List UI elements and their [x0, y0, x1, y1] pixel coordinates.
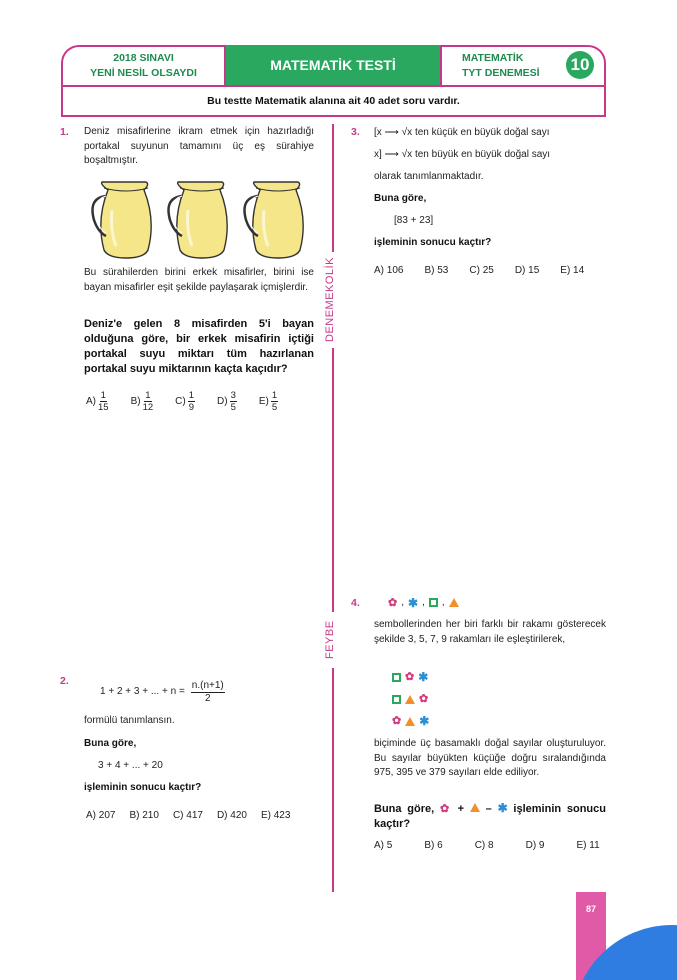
flower-icon: ✿ — [388, 596, 398, 609]
sqrt-symbol-1: √x — [401, 127, 413, 138]
q2-option-e[interactable]: E) 423 — [260, 810, 291, 821]
q1-intro: Deniz misafirlerine ikram etmek için hazırladığı portakal suyunun tamamını üç eş sürahiye boşaltmıştır. — [84, 126, 314, 166]
orange-juice-jugs — [86, 180, 316, 260]
q2-formula-fraction: $\frac{n.(n+1)}{2}$ — [191, 680, 224, 704]
q3-buna: Buna göre, — [374, 193, 427, 204]
q4-option-a[interactable]: A) 5 — [374, 840, 393, 851]
square-icon — [392, 695, 401, 704]
q1-option-e[interactable]: E) $\frac{1}{5}$ — [258, 390, 278, 413]
jug-3 — [245, 182, 304, 258]
column-divider — [332, 124, 334, 892]
q3-option-b[interactable]: B) 53 — [424, 265, 449, 276]
q4-option-e[interactable]: E) 11 — [576, 840, 600, 851]
q3-option-a[interactable]: A) 106 — [374, 265, 404, 276]
q4-body: sembollerinden her biri farklı bir rakamı gösterecek şekilde 3, 5, 7, 9 rakamları ile eşleştirilerek, — [374, 619, 606, 645]
q3-option-e[interactable]: E) 14 — [560, 265, 585, 276]
q2-formula-left: 1 + 2 + 3 + ... + n = — [100, 686, 185, 698]
q4-symbols: ✿ , ✱ , , — [388, 597, 459, 608]
flower-icon: ✿ — [405, 671, 415, 683]
header-left-line2: YENİ NESİL OLSAYDI — [90, 67, 197, 79]
q3-number: 3. — [351, 126, 360, 138]
triangle-icon — [405, 695, 415, 704]
q4-option-b[interactable]: B) 6 — [424, 840, 443, 851]
q3-expression: [83 + 23] — [394, 215, 434, 226]
q2-expression: 3 + 4 + ... + 20 — [98, 760, 163, 771]
square-icon — [392, 673, 401, 682]
snowflake-icon: ✱ — [408, 595, 419, 610]
q2-question: işleminin sonucu kaçtır? — [84, 782, 202, 793]
header-info-bar: Bu testte Matematik alanına ait 40 adet soru vardır. — [61, 85, 606, 117]
q3-line1: [x ⟶ √x ten küçük en büyük doğal sayı — [374, 127, 550, 138]
test-number-badge: 10 — [566, 51, 594, 79]
q2-number: 2. — [60, 675, 69, 687]
page-number: 87 — [576, 892, 606, 980]
triangle-icon — [449, 598, 459, 607]
q1-number: 1. — [60, 126, 69, 138]
triangle-icon — [405, 717, 415, 726]
flower-icon: ✿ — [392, 715, 402, 727]
q4-number: 4. — [351, 597, 360, 609]
q2-option-b[interactable]: B) 210 — [129, 810, 159, 821]
q4-option-d[interactable]: D) 9 — [525, 840, 545, 851]
q2-option-a[interactable]: A) 207 — [86, 810, 116, 821]
q1-option-d[interactable]: D) $\frac{3}{5}$ — [217, 390, 236, 413]
header-title: MATEMATİK TESTİ — [226, 45, 440, 85]
snowflake-icon: ✱ — [419, 714, 430, 728]
q2-option-d[interactable]: D) 420 — [216, 810, 247, 821]
q3-line2: x] ⟶ √x ten büyük en büyük doğal sayı — [374, 149, 551, 160]
q4-body2: biçiminde üç basamaklı doğal sayılar oluşturuluyor. Bu sayılar büyükten küçüğe doğru sıralandığında 975, 395 ve 379 sayıları elde ediliyor. — [374, 738, 606, 778]
q1-option-c[interactable]: C) $\frac{1}{9}$ — [175, 390, 195, 413]
side-label-top: DENEMEKOLİK — [324, 252, 342, 348]
snowflake-icon: ✱ — [418, 670, 429, 684]
square-icon — [429, 598, 438, 607]
q3-option-d[interactable]: D) 15 — [514, 265, 540, 276]
q4-number-row-1 — [392, 672, 428, 682]
flower-icon: ✿ — [419, 693, 429, 705]
q4-number-row-3 — [392, 716, 429, 726]
q2-line1: formülü tanımlansın. — [84, 715, 175, 726]
q2-options — [86, 810, 290, 821]
q3-options — [374, 265, 584, 276]
q4-option-c[interactable]: C) 8 — [474, 840, 494, 851]
q3-question: işleminin sonucu kaçtır? — [374, 237, 492, 248]
jug-1 — [93, 182, 152, 258]
header-right-line2: TYT DENEMESİ — [462, 67, 540, 79]
snowflake-icon: ✱ — [497, 801, 508, 815]
q2-formula — [100, 680, 225, 705]
q2-buna: Buna göre, — [84, 738, 137, 749]
sqrt-symbol-2: √x — [401, 149, 413, 160]
q1-option-a[interactable]: A) $\frac{1}{15}$ — [86, 390, 109, 413]
q1-options — [86, 390, 316, 413]
q3-line3: olarak tanımlanmaktadır. — [374, 171, 484, 182]
q1-body: Bu sürahilerden birini erkek misafirler, birini ise bayan misafirler eşit şekilde paylaşarak içmişlerdir. — [84, 267, 314, 293]
header-left-box — [61, 45, 226, 85]
q3-option-c[interactable]: C) 25 — [469, 265, 494, 276]
q1-option-b[interactable]: B) $\frac{1}{12}$ — [130, 390, 154, 413]
q4-options — [374, 840, 600, 851]
triangle-icon — [470, 803, 480, 812]
header-left-line1: 2018 SINAVI — [113, 52, 174, 64]
jug-2 — [169, 182, 228, 258]
q4-number-row-2 — [392, 694, 428, 704]
q1-question: Deniz'e gelen 8 misafirden 5'i bayan olduğuna göre, bir erkek misafirin içtiği portakal suyu miktarı tüm hazırlanan portakal suyu miktarının kaçta kaçıdır? — [84, 318, 314, 375]
q4-question: Buna göre, ✿ + – ✱ işleminin sonucu kaçtır? — [374, 801, 606, 830]
q2-option-c[interactable]: C) 417 — [172, 810, 203, 821]
header-right-line1: MATEMATİK — [462, 52, 524, 64]
flower-icon: ✿ — [439, 803, 452, 815]
side-label-bottom: FEYBE — [324, 612, 342, 668]
